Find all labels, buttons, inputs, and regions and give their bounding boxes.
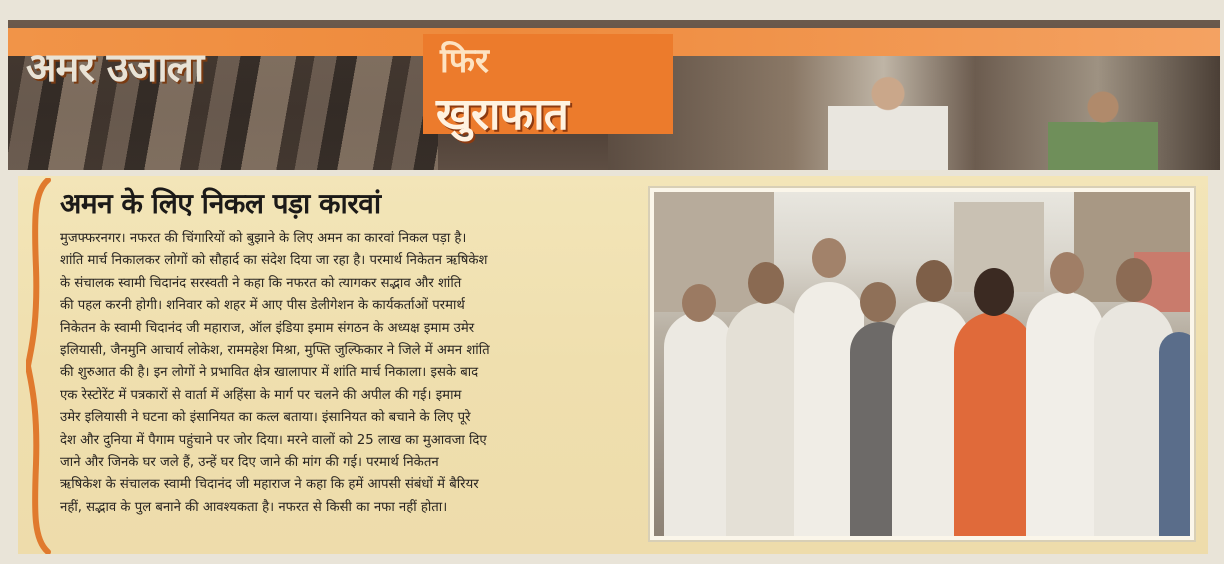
photo-person-head [916,260,952,302]
bracket-decoration [26,178,54,554]
section-label-top: फिर [440,41,489,81]
article-body-line: नहीं, सद्भाव के पुल बनाने की आवश्यकता है। नफरत से किसी का नफा नहीं होता। [60,499,448,515]
peace-march-photo [654,192,1190,536]
banner-person-figure [1048,86,1158,170]
article-headline: अमन के लिए निकल पड़ा कारवां [60,187,381,220]
article-body-line: की शुरुआत की है। इन लोगों ने प्रभावित क्षेत्र खालापार में शांति मार्च निकाला। इसके बाद [60,365,479,381]
article-body-line: मुजफ्फरनगर। नफरत की चिंगारियों को बुझाने के लिए अमन का कारवां निकल पड़ा है। [60,231,467,246]
article-body-line: निकेतन के स्वामी चिदानंद जी महाराज, ऑल इंडिया इमाम संगठन के अध्यक्ष इमाम उमेर [60,320,475,336]
article-body-line: शांति मार्च निकालकर लोगों को सौहार्द का संदेश दिया जा रहा है। परमार्थ निकेतन ऋषिकेश [60,253,488,269]
photo-person-head [682,284,716,322]
article-body-line: देश और दुनिया में पैगाम पहुंचाने पर जोर दिया। मरने वालों को 25 लाख का मुआवजा दिए [60,432,487,448]
article-body-line: की पहल करनी होगी। शनिवार को शहर में आए पीस डेलीगेशन के कार्यकर्ताओं परमार्थ [60,298,465,314]
photo-person [664,312,734,536]
article-body-line: उमेर इलियासी ने घटना को इंसानियत का कत्ल बताया। इंसानियत को बचाने के लिए पूरे [60,410,471,426]
photo-person-head [812,238,846,278]
photo-person-head [1050,252,1084,294]
photo-person-head [974,268,1014,316]
header-banner [8,20,1220,170]
photo-person-head [1116,258,1152,302]
article-body-line: के संचालक स्वामी चिदानंद सरस्वती ने कहा कि नफरत को त्यागकर सद्भाव और शांति [60,275,462,291]
article-body-line: एक रेस्टोरेंट में पत्रकारों से वार्ता में अहिंसा के मार्ग पर चलने की अपील की गई। इमाम [60,387,462,403]
article-body-line: इलियासी, जैनमुनि आचार्य लोकेश, राममहेश मिश्रा, मुफ्ति जुल्फिकार ने जिले में अमन शांति [60,342,490,358]
photo-person-head [860,282,896,322]
article-body-line: ऋषिकेश के संचालक स्वामी चिदानंद जी महाराज ने कहा कि हमें आपसी संबंधों में बैरियर [60,477,479,493]
section-label-main: खुराफात [436,89,568,140]
banner-person-figure [828,72,948,170]
photo-person-head [748,262,784,304]
newspaper-masthead: अमर उजाला [26,44,204,91]
photo-person [1159,332,1190,536]
photo-person-saffron [954,312,1034,536]
photo-person [1026,292,1104,536]
article-photo-frame [648,186,1196,542]
article-body [60,228,650,519]
article-body-line: जाने और जिनके घर जले हैं, उन्हें घर दिए जाने की मांग की गई। परमार्थ निकेतन [60,454,439,470]
